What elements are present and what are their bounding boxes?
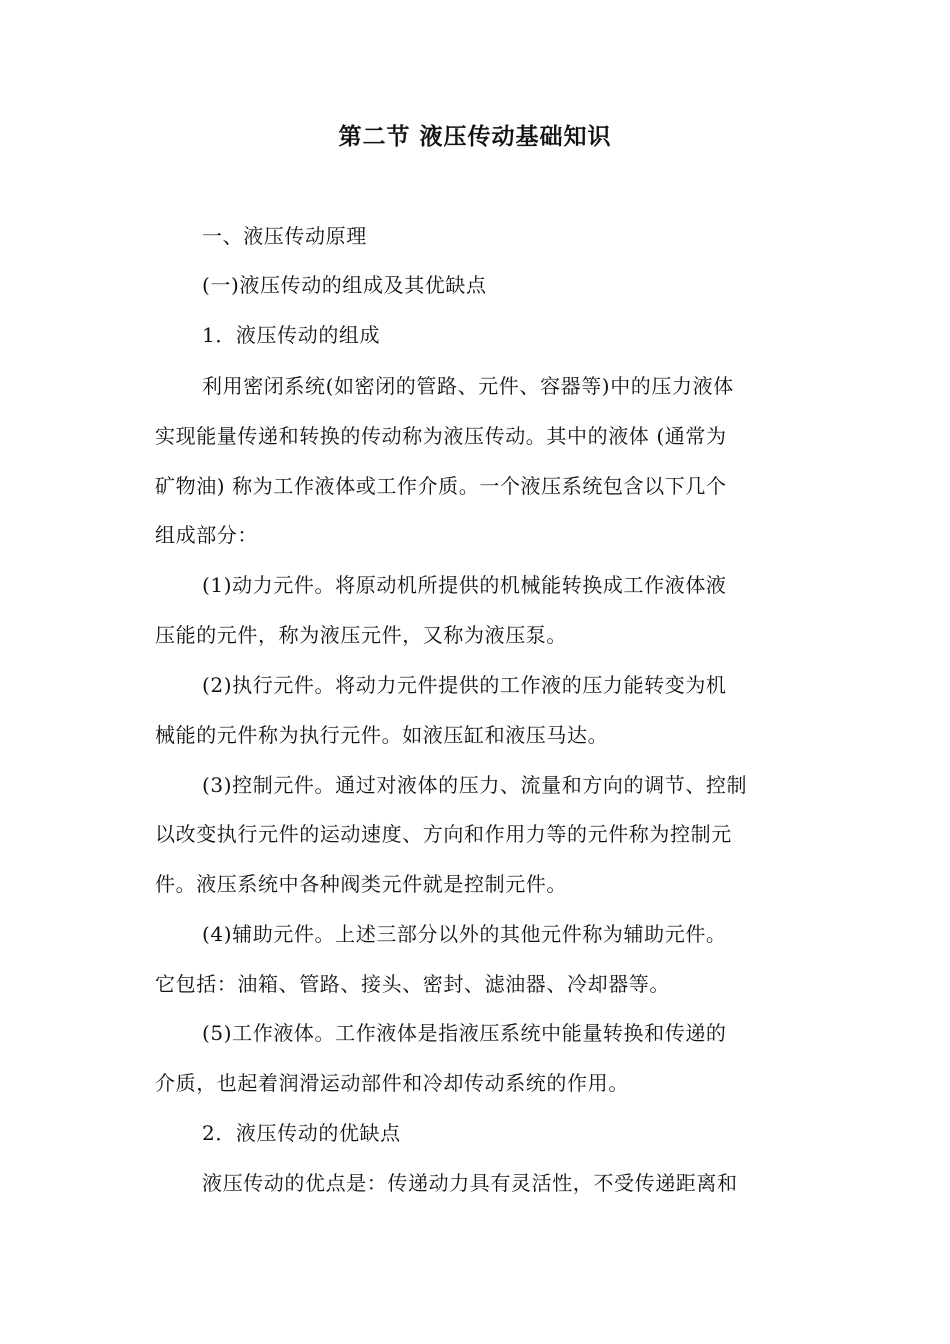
list-item-line: 压能的元件，称为液压元件，又称为液压泵。 (155, 623, 567, 647)
paragraph-line: 矿物油) 称为工作液体或工作介质。一个液压系统包含以下几个 (155, 474, 727, 498)
heading-level1: 一、液压传动原理 (202, 224, 367, 248)
list-item-line: 介质，也起着润滑运动部件和冷却传动系统的作用。 (155, 1071, 629, 1095)
heading-level3: 2．液压传动的优缺点 (202, 1121, 401, 1145)
list-item-line: (1)动力元件。将原动机所提供的机械能转换成工作液体液 (202, 573, 727, 597)
list-item-line: 件。液压系统中各种阀类元件就是控制元件。 (155, 872, 567, 896)
list-item-line: 它包括：油箱、管路、接头、密封、滤油器、冷却器等。 (155, 972, 670, 996)
list-item-line: 以改变执行元件的运动速度、方向和作用力等的元件称为控制元 (155, 822, 732, 846)
list-item-line: (4)辅助元件。上述三部分以外的其他元件称为辅助元件。 (202, 922, 727, 946)
paragraph-line: 液压传动的优点是：传递动力具有灵活性，不受传递距离和 (202, 1171, 738, 1195)
paragraph-line: 组成部分： (155, 523, 258, 547)
list-item-line: (3)控制元件。通过对液体的压力、流量和方向的调节、控制 (202, 773, 748, 797)
paragraph-line: 利用密闭系统(如密闭的管路、元件、容器等)中的压力液体 (202, 374, 734, 398)
heading-level3: 1．液压传动的组成 (202, 323, 381, 347)
list-item-line: 械能的元件称为执行元件。如液压缸和液压马达。 (155, 723, 609, 747)
list-item-line: (2)执行元件。将动力元件提供的工作液的压力能转变为机 (202, 673, 727, 697)
list-item-line: (5)工作液体。工作液体是指液压系统中能量转换和传递的 (202, 1021, 727, 1045)
section-title: 第二节 液压传动基础知识 (338, 124, 612, 150)
paragraph-line: 实现能量传递和转换的传动称为液压传动。其中的液体 (通常为 (155, 424, 727, 448)
heading-level2: (一)液压传动的组成及其优缺点 (202, 273, 487, 297)
